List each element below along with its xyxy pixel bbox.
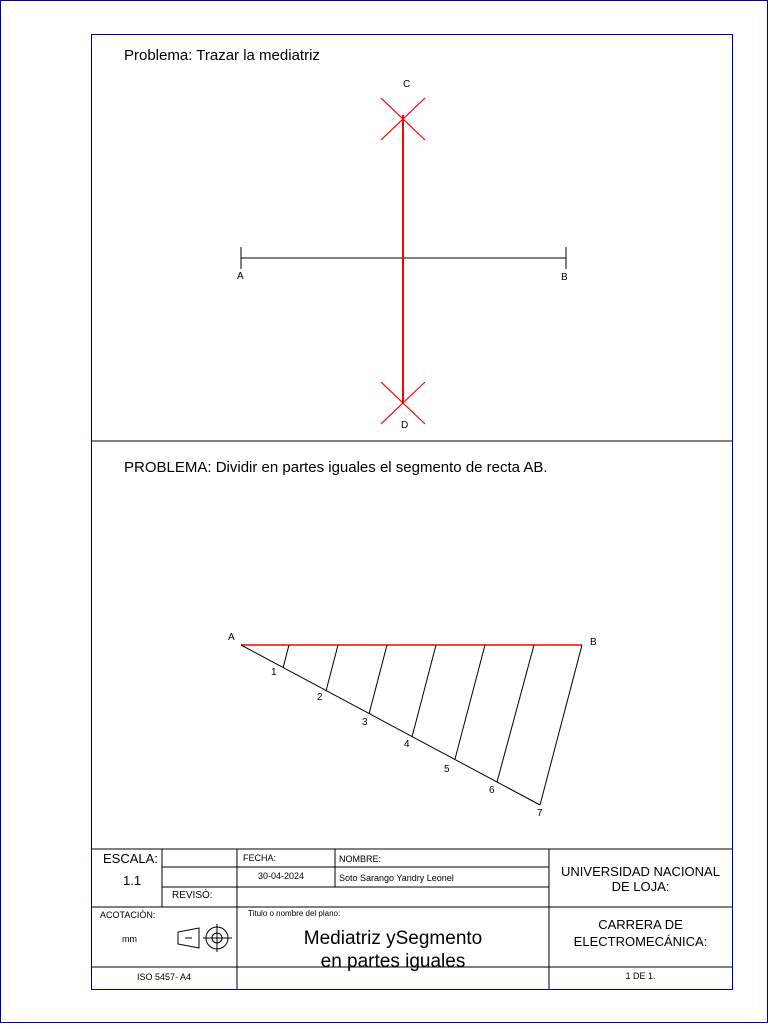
acotacion-value: mm bbox=[122, 934, 137, 944]
point-c-label: C bbox=[403, 79, 411, 90]
fecha-value: 30-04-2024 bbox=[258, 871, 305, 881]
division-label-3: 3 bbox=[362, 717, 368, 728]
nombre-label: NOMBRE: bbox=[339, 854, 382, 864]
fecha-label: FECHA: bbox=[243, 853, 277, 863]
sheet-number: 1 DE 1. bbox=[625, 971, 656, 981]
division-label-1: 1 bbox=[271, 667, 277, 678]
escala-label: ESCALA: bbox=[103, 851, 158, 866]
point-a-label: A bbox=[237, 271, 244, 282]
parallel-6 bbox=[497, 645, 534, 782]
point-d-label: D bbox=[401, 420, 409, 431]
parallel-2 bbox=[326, 645, 338, 691]
division-label-4: 4 bbox=[404, 739, 410, 750]
norma-label: ISO 5457- A4 bbox=[136, 972, 192, 982]
division-label-6: 6 bbox=[489, 785, 495, 796]
segment-division-figure bbox=[241, 645, 582, 805]
carrera-name: CARRERA DE ELECTROMECÁNICA: bbox=[573, 917, 708, 949]
closing-line bbox=[540, 645, 582, 805]
escala-value: 1.1 bbox=[123, 873, 142, 888]
parallel-3 bbox=[369, 645, 387, 714]
projection-symbol-icon bbox=[178, 924, 232, 952]
parallel-4 bbox=[412, 645, 436, 737]
nombre-value: Soto Sarango Yandry Leonel bbox=[339, 873, 454, 883]
division-label-5: 5 bbox=[444, 764, 450, 775]
division-label-7: 7 bbox=[537, 808, 543, 819]
division-label-2: 2 bbox=[317, 692, 323, 703]
problem2-title: PROBLEMA: Dividir en partes iguales el segmento de recta AB. bbox=[124, 459, 548, 476]
point-a2-label: A bbox=[228, 632, 235, 643]
point-b-label: B bbox=[561, 272, 568, 283]
titulo-label: Titulo o nombre del plano: bbox=[248, 909, 341, 918]
auxiliary-line bbox=[241, 645, 540, 805]
reviso-label: REVISÒ: bbox=[172, 890, 213, 901]
point-b2-label: B bbox=[590, 637, 597, 648]
perpendicular-bisector-figure bbox=[241, 98, 566, 424]
parallel-1 bbox=[283, 645, 289, 668]
acotacion-label: ACOTACIÒN: bbox=[100, 910, 156, 920]
problem1-title: Problema: Trazar la mediatriz bbox=[124, 47, 320, 64]
drawing-frame bbox=[92, 35, 733, 990]
titulo-value: Mediatriz ySegmento en partes iguales bbox=[303, 928, 483, 972]
universidad-name: UNIVERSIDAD NACIONAL DE LOJA: bbox=[561, 864, 720, 894]
parallel-5 bbox=[455, 645, 485, 759]
